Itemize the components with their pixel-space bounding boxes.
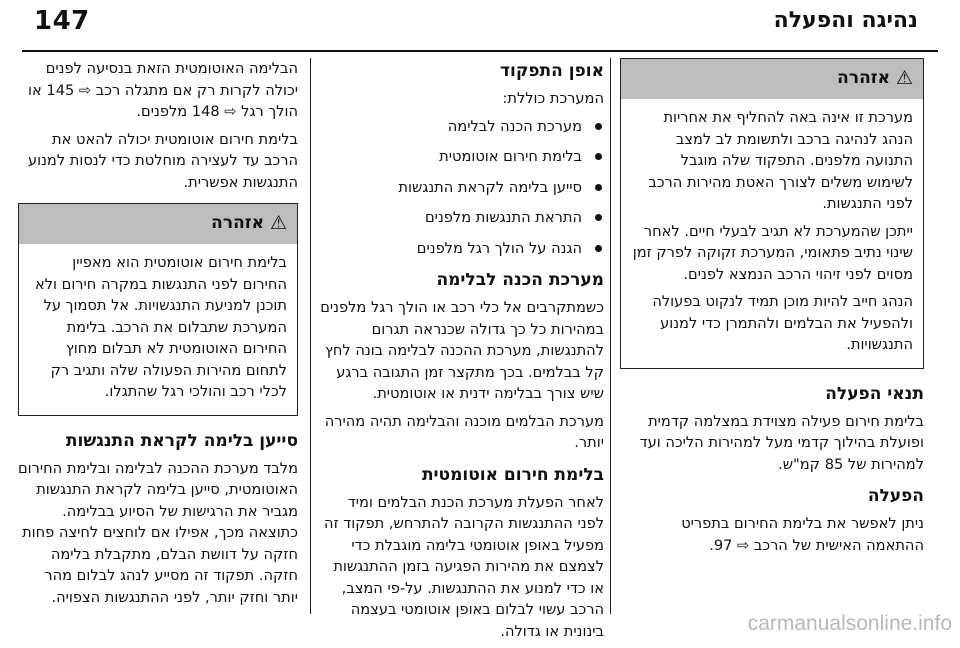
warning-triangle-icon: ⚠	[269, 212, 287, 235]
page-number: 147	[34, 6, 90, 36]
body-paragraph: בלימת חירום אוטומטית יכולה להאט את הרכב עד לעצירה מוחלטת כדי לנסות למנוע התנגשות אפשרית.	[27, 130, 298, 191]
page-title: נהיגה והפעלה	[773, 8, 918, 33]
warning-label: אזהרה	[211, 213, 264, 234]
bullet-icon	[595, 153, 602, 160]
bullet-icon	[595, 123, 602, 130]
list-item: הגנה על הולך רגל מלפנים	[318, 238, 604, 260]
body-paragraph: המערכת כוללת:	[502, 90, 604, 107]
warning-body	[19, 244, 297, 415]
body-paragraph: כשמתקרבים אל כלי רכב או הולך רגל מלפנים במהירות כל כך גדולה שכנראה תגרום להתנגשות, מערכת ההכנה לבלימה בונה לחץ קל בבלמים. בכך מתקצר זמן התגובה ברגע שיש צורך בבלימה ידנית או אוטומטית.	[320, 299, 604, 402]
warning-triangle-icon: ⚠	[895, 67, 913, 90]
section-heading: הפעלה	[867, 486, 924, 506]
column-divider	[610, 58, 611, 614]
right-column	[620, 58, 924, 562]
warning-box	[620, 58, 924, 369]
page-header	[0, 0, 960, 50]
body-paragraph: בלימת חירום פעילה מצוידת במצלמה קדמית ופועלת בהילוך קדמי מעל למהירות הליכה ועד למהירות של 85 קמ"ש.	[639, 412, 924, 473]
warning-label: אזהרה	[837, 68, 890, 89]
section-heading: סייען בלימה לקראת התנגשות	[65, 430, 298, 451]
body-paragraph: הבלימה האוטומטית הזאת בנסיעה לפנים יכולה לקרות רק אם מתגלה רכב ⇨ 145 או הולך רגל ⇨ 148 מלפנים.	[28, 60, 298, 120]
left-column	[18, 58, 298, 614]
column-divider	[310, 58, 311, 614]
middle-column	[318, 58, 604, 648]
body-paragraph: מערכת הבלמים מוכנה והבלימה תהיה מהירה יותר.	[324, 412, 604, 451]
warning-paragraph: מערכת זו אינה באה להחליף את אחריות הנהג לנהיגה ברכב ולתשומת לב למצב התנועה מלפנים. התפקוד שלה מוגבל לשימוש משלים לצורך האטת מהירות הרכב לפני התנגשות.	[648, 109, 913, 212]
warning-header	[19, 204, 297, 244]
header-rule	[22, 50, 938, 52]
warning-box	[18, 203, 298, 416]
section-heading: תנאי הפעלה	[825, 383, 924, 404]
bullet-icon	[595, 245, 602, 252]
warning-paragraph: בלימת חירום אוטומטית הוא מאפיין החירום לפני התנגשות במקרה חירום ולא תוכנן למניעת התנגשויות. אל תסמוך על המערכת שתבלום את הרכב. בלימת החירום האוטומטית לא תבלום מחוץ לתחום מהירות הפעולה שלה ותגיב רק לכלי רכב והולכי רגל שהתגלו.	[34, 254, 287, 400]
site-watermark: carmanualsonline.info	[747, 612, 952, 635]
body-paragraph: ניתן לאפשר את בלימת החירום בתפריט ההתאמה האישית של הרכב ⇨ 97.	[681, 515, 924, 554]
bullet-icon	[595, 214, 602, 221]
section-heading: בלימת חירום אוטומטית	[421, 464, 604, 485]
body-paragraph: לאחר הפעלת מערכת הכנת הבלמים ומיד לפני ההתנגשות הקרובה להתרחש, תפקוד זה מפעיל באופן אוטומטי בלימה מוגבלת כדי לצמצם את מהירות הפגיעה בזמן ההתנגשות או כדי למנוע את ההתנגשות. על-פי המצב, הרכב עשוי לבלום באופן אוטומטי בעצמה בינונית או גדולה.	[324, 493, 604, 640]
warning-header	[621, 59, 923, 99]
list-item: בלימת חירום אוטומטית	[318, 146, 604, 168]
warning-paragraph: הנהג חייב להיות מוכן תמיד לנקוט בפעולה ולהפעיל את הבלמים ולהתמרן כדי למנוע התנגשויות.	[652, 293, 913, 353]
body-paragraph: מלבד מערכת ההכנה לבלימה ובלימת החירום האוטומטית, סייען בלימה לקראת התנגשות מגביר את הרגישות של הסיוע בבלימה. כתוצאה מכך, אפילו אם לוחצים לחיצה פחות חזקה על דוושת הבלם, מתקבלת בלימה חזקה. תפקוד זה מסייע לנהג לבלום מהר יותר וחזק יותר, לפני ההתנגשות הצפויה.	[17, 459, 298, 606]
bullet-icon	[595, 184, 602, 191]
warning-paragraph: ייתכן שהמערכת לא תגיב לבעלי חיים. לאחר שינוי נתיב פתאומי, המערכת זקוקה לפרק זמן מסוים לפני זיהוי הרכב הנמצא לפנים.	[632, 222, 913, 283]
section-heading: אופן התפקוד	[500, 61, 604, 81]
section-heading: מערכת הכנה לבלימה	[436, 270, 604, 290]
list-item: סייען בלימה לקראת התנגשות	[318, 177, 604, 199]
warning-body	[621, 99, 923, 368]
feature-list	[318, 116, 604, 260]
list-item: התראת התנגשות מלפנים	[318, 207, 604, 229]
list-item: מערכת הכנה לבלימה	[318, 116, 604, 138]
